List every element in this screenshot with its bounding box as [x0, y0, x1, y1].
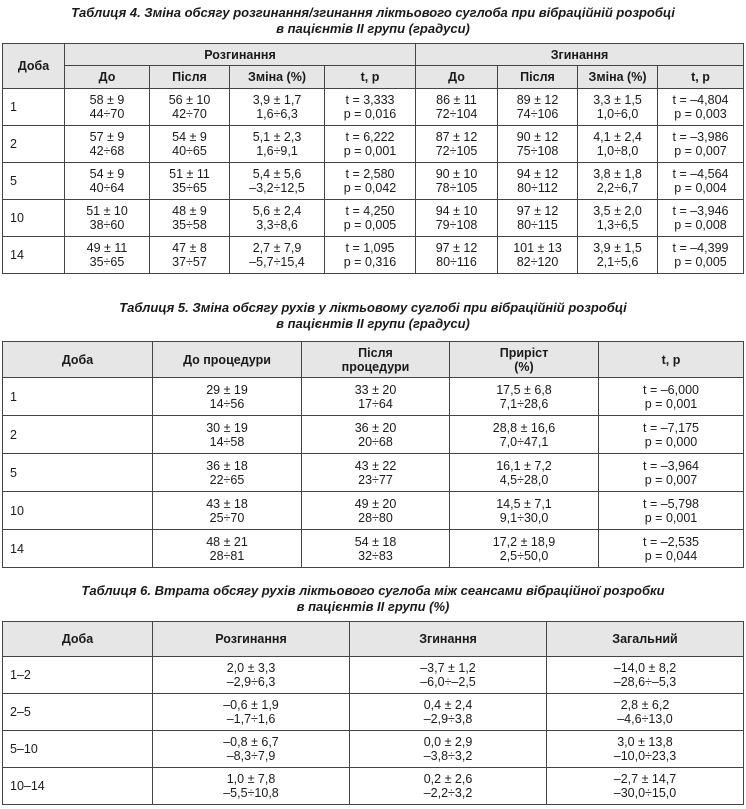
cell-line: p = 0,016 — [343, 107, 397, 121]
table5-header — [3, 342, 153, 378]
table5-caption-line1: Таблиця 5. Зміна обсягу рухів у ліктьовому суглобі при вібраційній розробці — [119, 300, 627, 315]
cell-line: 2,5÷50,0 — [499, 548, 549, 563]
value-cell — [658, 163, 744, 200]
cell-line: –3,2÷12,5 — [249, 181, 305, 195]
value-cell — [65, 200, 150, 237]
table-row — [3, 126, 744, 163]
cell-line: –5,5÷10,8 — [223, 786, 279, 800]
cell-line: 3,8 ± 1,8 — [593, 167, 642, 181]
cell-line: t = –6,000 — [643, 382, 699, 397]
cell-line: 40÷65 — [172, 144, 207, 158]
cell-line: 78÷105 — [435, 181, 478, 195]
value-cell — [416, 89, 498, 126]
value-cell — [547, 694, 744, 731]
cell-line: 4,5÷28,0 — [499, 472, 549, 487]
cell-line: 36 ± 18 — [206, 458, 248, 473]
table4-subheader: Після — [498, 66, 578, 89]
day-cell: 1 — [3, 89, 65, 126]
cell-line: 80÷116 — [436, 255, 477, 269]
value-cell — [578, 200, 658, 237]
cell-line: 48 ± 21 — [206, 534, 248, 549]
table6 — [2, 621, 744, 805]
value-cell — [599, 416, 744, 454]
cell-line: 42÷70 — [172, 107, 207, 121]
cell-line: 30 ± 19 — [206, 420, 248, 435]
value-cell — [350, 768, 547, 805]
cell-line: 54 ± 18 — [354, 534, 397, 549]
cell-line: 94 ± 12 — [516, 167, 559, 181]
header-line: Після — [358, 345, 393, 360]
value-cell — [230, 163, 325, 200]
table5 — [2, 341, 744, 568]
cell-line: 58 ± 9 — [89, 93, 125, 107]
cell-line: 97 ± 12 — [435, 241, 478, 255]
value-cell — [153, 694, 350, 731]
value-cell — [416, 237, 498, 274]
header-line: Приріст — [499, 345, 549, 360]
value-cell — [302, 416, 450, 454]
table4-subheader: Зміна (%) — [578, 66, 658, 89]
table5-header — [599, 342, 744, 378]
value-cell — [450, 454, 599, 492]
cell-line: p = 0,004 — [674, 181, 727, 195]
cell-line: 48 ± 9 — [172, 204, 207, 218]
header-line: Доба — [61, 352, 94, 367]
cell-line: 51 ± 10 — [86, 204, 128, 218]
cell-line: 54 ± 9 — [89, 167, 125, 181]
cell-line: 33 ± 20 — [354, 382, 397, 397]
cell-line: 1,6÷9,1 — [256, 144, 298, 158]
cell-line: 5,4 ± 5,6 — [252, 167, 302, 181]
table5-header — [302, 342, 450, 378]
cell-line: t = –7,175 — [643, 420, 699, 435]
cell-line: t = –4,804 — [672, 93, 729, 107]
cell-line: 89 ± 12 — [516, 93, 559, 107]
value-cell — [547, 657, 744, 694]
value-cell — [599, 378, 744, 416]
table6-caption — [0, 583, 746, 615]
cell-line: 3,3 ± 1,5 — [593, 93, 642, 107]
day-cell: 1 — [3, 378, 153, 416]
value-cell — [65, 126, 150, 163]
cell-line: t = –3,964 — [643, 458, 699, 473]
value-cell — [65, 163, 150, 200]
cell-line: p = 0,003 — [674, 107, 727, 121]
value-cell — [302, 530, 450, 568]
cell-line: 17,5 ± 6,8 — [496, 382, 552, 397]
cell-line: 14÷56 — [209, 396, 245, 411]
cell-line: 3,9 ± 1,5 — [593, 241, 642, 255]
table-row — [3, 454, 744, 492]
cell-line: t = –3,946 — [672, 204, 729, 218]
day-cell: 2 — [3, 126, 65, 163]
cell-line: 101 ± 13 — [513, 241, 562, 255]
value-cell — [302, 378, 450, 416]
value-cell — [325, 163, 416, 200]
table4-caption-line2: в пацієнтів II групи (градуси) — [276, 21, 470, 36]
cell-line: 54 ± 9 — [172, 130, 207, 144]
cell-line: 17÷64 — [358, 396, 393, 411]
table-row — [3, 89, 744, 126]
value-cell — [578, 126, 658, 163]
value-cell — [230, 237, 325, 274]
cell-line: 7,0÷47,1 — [499, 434, 549, 449]
cell-line: p = 0,001 — [644, 396, 698, 411]
cell-line: 16,1 ± 7,2 — [496, 458, 552, 473]
header-line: t, p — [661, 352, 681, 367]
cell-line: 49 ± 11 — [86, 241, 128, 255]
cell-line: 94 ± 10 — [435, 204, 478, 218]
day-cell: 2–5 — [3, 694, 153, 731]
table-row — [3, 200, 744, 237]
cell-line: 49 ± 20 — [354, 496, 397, 511]
value-cell — [578, 163, 658, 200]
day-cell: 2 — [3, 416, 153, 454]
cell-line: 40÷64 — [89, 181, 125, 195]
cell-line: 44÷70 — [89, 107, 125, 121]
cell-line: 47 ± 8 — [172, 241, 207, 255]
cell-line: 97 ± 12 — [516, 204, 559, 218]
value-cell — [416, 163, 498, 200]
table4-header-extension: Розгинання — [65, 44, 416, 66]
table-row — [3, 657, 744, 694]
cell-line: 38÷60 — [89, 218, 125, 232]
value-cell — [230, 89, 325, 126]
cell-line: 1,3÷6,5 — [596, 218, 639, 232]
table4-subheader: До — [416, 66, 498, 89]
value-cell — [153, 492, 302, 530]
cell-line: 2,7 ± 7,9 — [252, 241, 302, 255]
table4 — [2, 43, 744, 274]
cell-line: 28,8 ± 16,6 — [492, 420, 556, 435]
cell-line: 1,0÷8,0 — [596, 144, 639, 158]
cell-line: t = –5,798 — [643, 496, 699, 511]
cell-line: 37÷57 — [172, 255, 207, 269]
cell-line: 35÷65 — [89, 255, 125, 269]
cell-line: 82÷120 — [516, 255, 559, 269]
value-cell — [658, 200, 744, 237]
cell-line: p = 0,001 — [343, 144, 397, 158]
value-cell — [153, 768, 350, 805]
value-cell — [658, 89, 744, 126]
cell-line: –28,6÷–5,3 — [613, 675, 677, 689]
cell-line: t = 3,333 — [345, 93, 395, 107]
value-cell — [498, 126, 578, 163]
value-cell — [547, 731, 744, 768]
table-row — [3, 768, 744, 805]
value-cell — [150, 237, 230, 274]
value-cell — [325, 89, 416, 126]
value-cell — [325, 200, 416, 237]
cell-line: t = –4,564 — [672, 167, 729, 181]
value-cell — [150, 163, 230, 200]
value-cell — [350, 694, 547, 731]
day-cell: 5 — [3, 454, 153, 492]
table5-header — [450, 342, 599, 378]
day-cell: 10–14 — [3, 768, 153, 805]
cell-line: p = 0,005 — [343, 218, 397, 232]
cell-line: 25÷70 — [209, 510, 245, 525]
table-row — [3, 530, 744, 568]
table-row — [3, 492, 744, 530]
value-cell — [153, 378, 302, 416]
table4-caption — [0, 5, 746, 37]
value-cell — [498, 200, 578, 237]
value-cell — [325, 126, 416, 163]
cell-line: 2,2÷6,7 — [596, 181, 639, 195]
value-cell — [153, 416, 302, 454]
cell-line: 3,9 ± 1,7 — [252, 93, 302, 107]
cell-line: 3,5 ± 2,0 — [593, 204, 642, 218]
value-cell — [350, 657, 547, 694]
table6-header: Доба — [3, 622, 153, 657]
cell-line: 75÷108 — [516, 144, 559, 158]
value-cell — [65, 89, 150, 126]
cell-line: p = 0,007 — [674, 144, 727, 158]
cell-line: –2,2÷3,2 — [423, 786, 473, 800]
value-cell — [302, 454, 450, 492]
table4-subheader: До — [65, 66, 150, 89]
value-cell — [65, 237, 150, 274]
day-cell: 5–10 — [3, 731, 153, 768]
value-cell — [578, 89, 658, 126]
cell-line: 7,1÷28,6 — [499, 396, 549, 411]
cell-line: p = 0,005 — [674, 255, 727, 269]
value-cell — [153, 657, 350, 694]
cell-line: 28÷81 — [209, 548, 245, 563]
value-cell — [150, 126, 230, 163]
cell-line: 2,8 ± 6,2 — [620, 698, 670, 712]
table-row — [3, 731, 744, 768]
value-cell — [153, 731, 350, 768]
table4-subheader: Зміна (%) — [230, 66, 325, 89]
cell-line: 57 ± 9 — [89, 130, 125, 144]
cell-line: 2,0 ± 3,3 — [226, 661, 276, 675]
cell-line: 28÷80 — [358, 510, 393, 525]
cell-line: 42÷68 — [89, 144, 125, 158]
table-row — [3, 163, 744, 200]
value-cell — [599, 530, 744, 568]
cell-line: 17,2 ± 18,9 — [492, 534, 556, 549]
day-cell: 10 — [3, 492, 153, 530]
value-cell — [498, 163, 578, 200]
header-line: (%) — [514, 359, 534, 374]
cell-line: 35÷58 — [172, 218, 207, 232]
value-cell — [450, 530, 599, 568]
value-cell — [302, 492, 450, 530]
cell-line: –10,0÷23,3 — [613, 749, 677, 763]
cell-line: 22÷65 — [209, 472, 245, 487]
cell-line: 4,1 ± 2,4 — [593, 130, 642, 144]
cell-line: t = 2,580 — [345, 167, 395, 181]
day-cell: 5 — [3, 163, 65, 200]
value-cell — [416, 200, 498, 237]
cell-line: 35÷65 — [172, 181, 207, 195]
cell-line: p = 0,001 — [644, 510, 698, 525]
cell-line: 90 ± 12 — [516, 130, 559, 144]
table4-header-day: Доба — [3, 44, 65, 89]
cell-line: 80÷115 — [517, 218, 558, 232]
table-row — [3, 237, 744, 274]
cell-line: 51 ± 11 — [169, 167, 210, 181]
cell-line: 0,4 ± 2,4 — [423, 698, 473, 712]
cell-line: p = 0,000 — [644, 434, 698, 449]
value-cell — [658, 237, 744, 274]
cell-line: p = 0,007 — [644, 472, 698, 487]
value-cell — [450, 378, 599, 416]
day-cell: 14 — [3, 530, 153, 568]
cell-line: p = 0,008 — [674, 218, 727, 232]
cell-line: –0,8 ± 6,7 — [223, 735, 279, 749]
table-row — [3, 694, 744, 731]
value-cell — [547, 768, 744, 805]
value-cell — [416, 126, 498, 163]
value-cell — [230, 126, 325, 163]
cell-line: 1,0÷6,0 — [596, 107, 639, 121]
table4-subheader: t, p — [325, 66, 416, 89]
cell-line: t = 4,250 — [345, 204, 395, 218]
cell-line: p = 0,042 — [343, 181, 397, 195]
cell-line: –5,7÷15,4 — [249, 255, 305, 269]
cell-line: 20÷68 — [358, 434, 393, 449]
table6-header: Розгинання — [153, 622, 350, 657]
value-cell — [150, 89, 230, 126]
cell-line: 29 ± 19 — [206, 382, 248, 397]
cell-line: 23÷77 — [358, 472, 393, 487]
table5-caption — [0, 300, 746, 332]
cell-line: 87 ± 12 — [435, 130, 478, 144]
table6-caption-line1: Таблиця 6. Втрата обсягу рухів ліктьового суглоба між сеансами вібраційної розробки — [81, 583, 665, 598]
cell-line: 5,1 ± 2,3 — [252, 130, 302, 144]
cell-line: 1,6÷6,3 — [256, 107, 298, 121]
value-cell — [153, 530, 302, 568]
cell-line: 1,0 ± 7,8 — [226, 772, 276, 786]
cell-line: 56 ± 10 — [168, 93, 211, 107]
header-line: процедури — [341, 359, 410, 374]
value-cell — [658, 126, 744, 163]
cell-line: p = 0,316 — [343, 255, 397, 269]
day-cell: 14 — [3, 237, 65, 274]
cell-line: t = –3,986 — [672, 130, 729, 144]
cell-line: 72÷104 — [435, 107, 478, 121]
cell-line: –14,0 ± 8,2 — [613, 661, 677, 675]
cell-line: p = 0,044 — [644, 548, 698, 563]
cell-line: 43 ± 22 — [354, 458, 397, 473]
cell-line: –8,3÷7,9 — [226, 749, 276, 763]
cell-line: –2,9÷3,8 — [423, 712, 473, 726]
cell-line: 90 ± 10 — [435, 167, 478, 181]
value-cell — [350, 731, 547, 768]
cell-line: –3,7 ± 1,2 — [420, 661, 476, 675]
table6-caption-line2: в пацієнтів II групи (%) — [296, 599, 450, 614]
cell-line: 3,0 ± 13,8 — [617, 735, 673, 749]
table6-header: Загальний — [547, 622, 744, 657]
cell-line: 80÷112 — [517, 181, 558, 195]
value-cell — [578, 237, 658, 274]
cell-line: 2,1÷5,6 — [596, 255, 639, 269]
day-cell: 10 — [3, 200, 65, 237]
cell-line: 0,0 ± 2,9 — [423, 735, 473, 749]
cell-line: –2,9÷6,3 — [226, 675, 276, 689]
table5-caption-line2: в пацієнтів II групи (градуси) — [276, 316, 470, 331]
value-cell — [153, 454, 302, 492]
table-row — [3, 416, 744, 454]
value-cell — [599, 454, 744, 492]
day-cell: 1–2 — [3, 657, 153, 694]
cell-line: –30,0÷15,0 — [613, 786, 677, 800]
value-cell — [498, 237, 578, 274]
table4-header-flexion: Згинання — [416, 44, 744, 66]
cell-line: 5,6 ± 2,4 — [252, 204, 302, 218]
cell-line: 32÷83 — [358, 548, 393, 563]
value-cell — [599, 492, 744, 530]
cell-line: –1,7÷1,6 — [226, 712, 276, 726]
cell-line: 3,3÷8,6 — [256, 218, 298, 232]
table4-caption-line1: Таблиця 4. Зміна обсягу розгинання/згинання ліктьового суглоба при вібраційній розробці — [71, 5, 675, 20]
cell-line: –0,6 ± 1,9 — [223, 698, 279, 712]
cell-line: 9,1÷30,0 — [499, 510, 549, 525]
cell-line: 72÷105 — [435, 144, 478, 158]
cell-line: t = 1,095 — [345, 241, 395, 255]
cell-line: t = –4,399 — [672, 241, 729, 255]
cell-line: 74÷106 — [516, 107, 559, 121]
cell-line: –6,0÷–2,5 — [420, 675, 476, 689]
value-cell — [150, 200, 230, 237]
header-line: До процедури — [183, 352, 271, 367]
cell-line: t = –2,535 — [643, 534, 699, 549]
cell-line: 0,2 ± 2,6 — [423, 772, 473, 786]
table6-header: Згинання — [350, 622, 547, 657]
value-cell — [450, 416, 599, 454]
value-cell — [450, 492, 599, 530]
cell-line: 86 ± 11 — [436, 93, 477, 107]
table4-subheader: t, p — [658, 66, 744, 89]
value-cell — [325, 237, 416, 274]
cell-line: 43 ± 18 — [206, 496, 248, 511]
table5-header — [153, 342, 302, 378]
table4-subheader: Після — [150, 66, 230, 89]
cell-line: 79÷108 — [435, 218, 478, 232]
cell-line: –2,7 ± 14,7 — [613, 772, 677, 786]
value-cell — [498, 89, 578, 126]
table-row — [3, 378, 744, 416]
cell-line: –3,8÷3,2 — [423, 749, 473, 763]
cell-line: 14,5 ± 7,1 — [496, 496, 552, 511]
cell-line: 36 ± 20 — [354, 420, 397, 435]
value-cell — [230, 200, 325, 237]
cell-line: 14÷58 — [209, 434, 245, 449]
cell-line: –4,6÷13,0 — [617, 712, 673, 726]
cell-line: t = 6,222 — [345, 130, 395, 144]
